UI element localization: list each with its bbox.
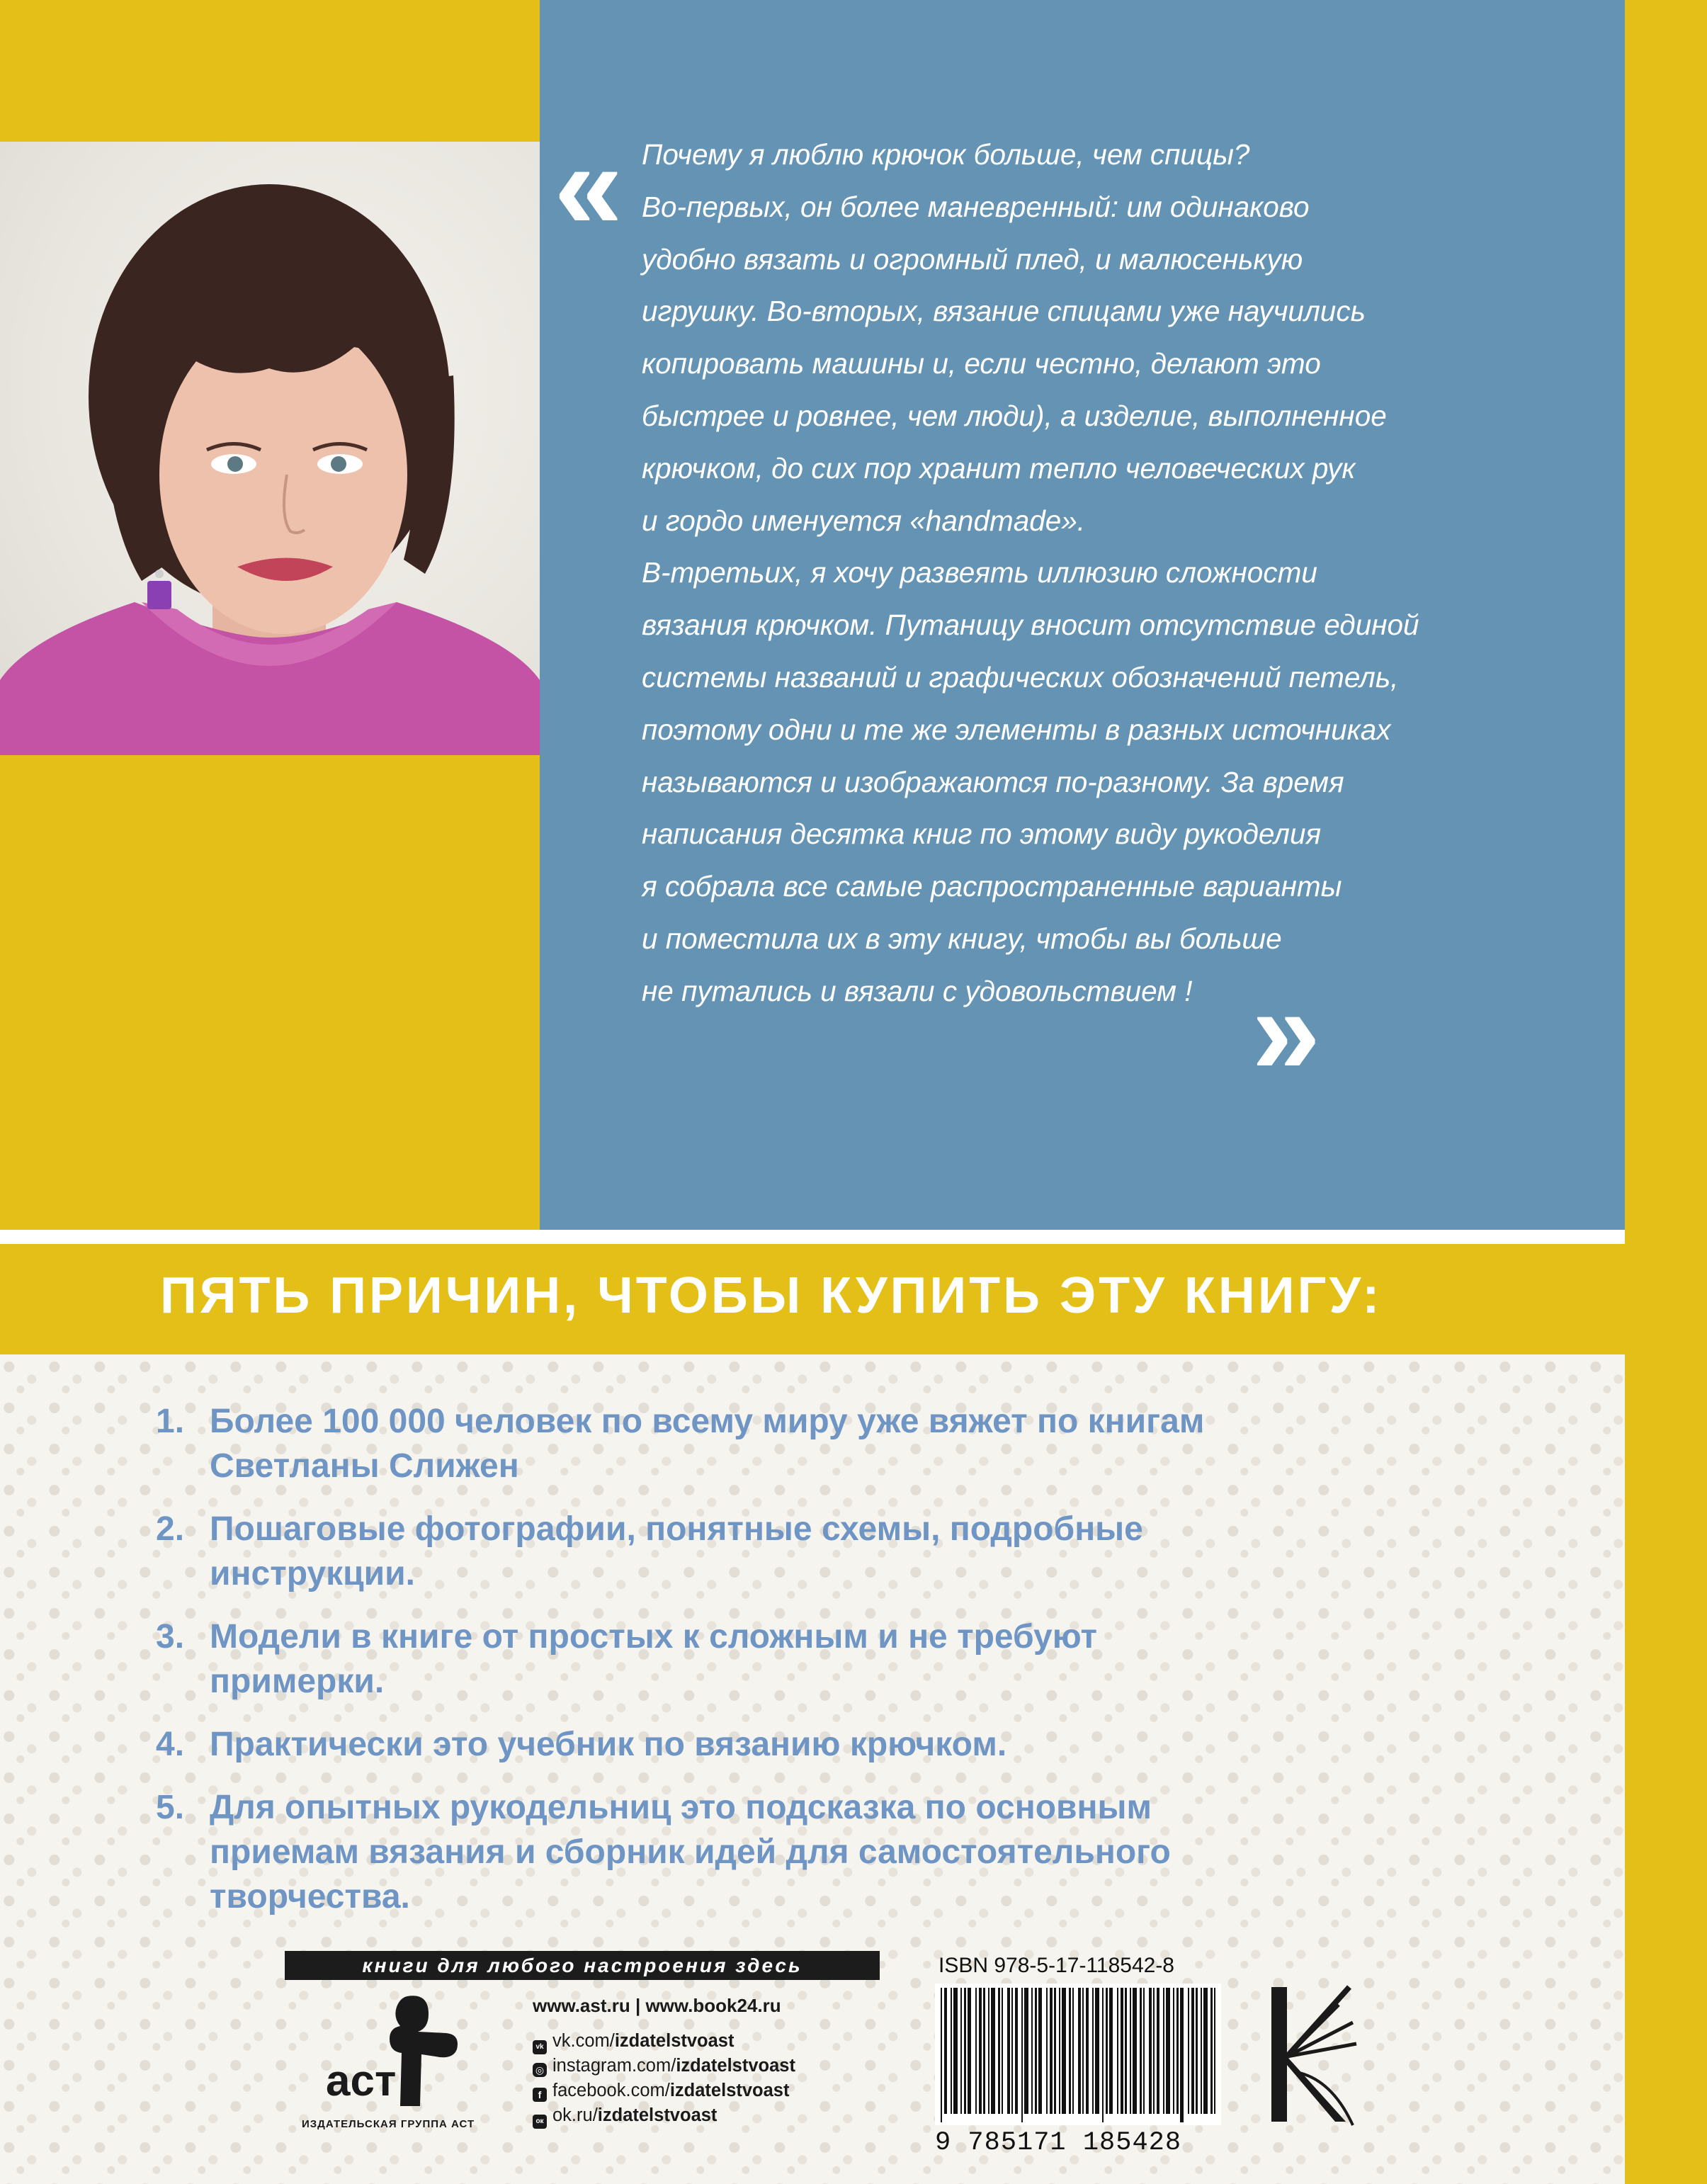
publisher-group-name: ИЗДАТЕЛЬСКАЯ ГРУППА АСТ [302, 2118, 475, 2130]
quote-line: написания десятка книг по этому виду рукоделия [642, 817, 1322, 851]
barcode-bar [1072, 1988, 1074, 2114]
barcode-bar [1078, 1988, 1081, 2114]
barcode-bar [1153, 1988, 1155, 2114]
odnoklassniki-icon: ок [533, 2115, 547, 2129]
author-photo [0, 142, 540, 755]
barcode-bar [1007, 1988, 1010, 2114]
barcode [935, 1984, 1221, 2125]
item-text: Более 100 000 человек по всему миру уже вяжет по книгам [210, 1403, 1205, 1440]
quote-line: копировать машины и, если честно, делают это [642, 347, 1321, 380]
barcode-bar [1203, 1988, 1208, 2114]
barcode-bar [951, 1988, 952, 2114]
social-handle: izdatelstvoast [614, 2031, 735, 2051]
item-number: 1. [156, 1403, 185, 1440]
closing-quote-mark: » [1252, 963, 1321, 1101]
barcode-bar [1062, 1988, 1066, 2114]
item-text: Практически это учебник по вязанию крючком. [210, 1726, 1007, 1763]
item-text: Модели в книге от простых к сложным и не требуют [210, 1618, 1097, 1656]
barcode-bar [1092, 1988, 1094, 2114]
item-number: 3. [156, 1618, 185, 1656]
item-text: инструкции. [210, 1555, 415, 1592]
barcode-bar [1176, 1988, 1179, 2114]
item-number: 2. [156, 1510, 185, 1548]
publisher-k-logo [1268, 1973, 1360, 2139]
social-link-facebook[interactable] [533, 2078, 789, 2103]
barcode-bar [1210, 1988, 1213, 2114]
item-number: 5. [156, 1789, 185, 1826]
barcode-bar [1069, 1988, 1071, 2114]
barcode-bar [1106, 1988, 1108, 2114]
ast-logo [322, 1989, 464, 2117]
quote-line: удобно вязать и огромный плед, и малюсенькую [642, 242, 1303, 276]
barcode-bar [1102, 1988, 1104, 2122]
barcode-bar [1024, 1988, 1028, 2114]
barcode-bar [1166, 1988, 1170, 2114]
barcode-bar [1191, 1988, 1194, 2114]
quote-line: не путались и вязали с удовольствием ! [642, 974, 1193, 1007]
social-handle: izdatelstvoast [676, 2056, 795, 2076]
barcode-bar [1130, 1988, 1131, 2114]
quote-line: Во-первых, он более маневренный: им одинаково [642, 190, 1310, 223]
quote-line: и гордо именуется «handmade». [642, 504, 1086, 537]
barcode-bar [1196, 1988, 1198, 2114]
item-number: 4. [156, 1726, 185, 1763]
barcode-bar [1054, 1988, 1056, 2114]
social-handle: izdatelstvoast [597, 2105, 718, 2125]
barcode-bar [953, 1988, 958, 2114]
vk-icon: vk [533, 2040, 547, 2054]
social-link-ok[interactable] [533, 2103, 717, 2127]
list-item [156, 1785, 1572, 1919]
barcode-bar [944, 1988, 947, 2114]
quote-line: я собрала все самые распространенные варианты [642, 870, 1342, 903]
instagram-icon: ◎ [533, 2063, 547, 2077]
author-quote [642, 129, 1520, 1018]
barcode-bar [1015, 1988, 1018, 2114]
tagline-banner: книги для любого настроения здесь [285, 1951, 880, 1980]
barcode-digits: 9 785171 185428 [935, 2128, 1182, 2158]
facebook-icon: f [533, 2088, 547, 2102]
social-handle: izdatelstvoast [669, 2081, 790, 2100]
barcode-bar [964, 1988, 966, 2114]
list-item [156, 1722, 1572, 1767]
barcode-bar [1180, 1988, 1184, 2122]
quote-line: быстрее и ровнее, чем люди), а изделие, выполненное [642, 399, 1387, 432]
barcode-bar [1121, 1988, 1123, 2114]
barcode-bar [1133, 1988, 1137, 2114]
social-prefix: instagram.com/ [552, 2056, 676, 2076]
barcode-bar [979, 1988, 982, 2114]
barcode-bar [968, 1988, 971, 2114]
barcode-bar [941, 1988, 942, 2122]
reasons-heading: ПЯТЬ ПРИЧИН, ЧТОБЫ КУПИТЬ ЭТУ КНИГУ: [160, 1267, 1383, 1324]
quote-line: В-третьих, я хочу развеять иллюзию сложности [642, 556, 1317, 589]
list-item [156, 1399, 1572, 1488]
divider [0, 1230, 1625, 1244]
quote-line: называются и изображаются по-разному. За время [642, 765, 1344, 798]
barcode-bar [1046, 1988, 1048, 2114]
barcode-bar [1095, 1988, 1099, 2114]
quote-line: крючком, до сих пор хранит тепло человеческих рук [642, 451, 1356, 485]
opening-quote-mark: « [554, 118, 623, 256]
social-prefix: vk.com/ [552, 2031, 615, 2051]
barcode-bar [1214, 1988, 1215, 2114]
quote-line: вязания крючком. Путаницу вносит отсутствие единой [642, 609, 1419, 642]
list-item [156, 1614, 1572, 1704]
barcode-bar [1086, 1988, 1089, 2114]
social-link-instagram[interactable] [533, 2054, 795, 2078]
barcode-bar [1109, 1988, 1113, 2114]
item-text: приемам вязания и сборник идей для самостоятельного [210, 1833, 1171, 1871]
logo-text: аст [326, 2056, 397, 2105]
reasons-list [156, 1399, 1572, 1937]
item-text: Для опытных рукодельниц это подсказка по основным [210, 1789, 1152, 1826]
quote-line: и поместила их в эту книгу, чтобы вы больше [642, 922, 1282, 955]
barcode-bar [1149, 1988, 1152, 2114]
barcode-bar [991, 1988, 995, 2114]
barcode-bar [998, 1988, 1000, 2114]
barcode-bar [1140, 1988, 1142, 2114]
social-prefix: ok.ru/ [552, 2105, 598, 2125]
barcode-bar [1031, 1988, 1033, 2114]
barcode-bar [988, 1988, 989, 2114]
barcode-bar [1011, 1988, 1013, 2114]
item-text: Пошаговые фотографии, понятные схемы, подробные [210, 1510, 1143, 1548]
barcode-bar [1002, 1988, 1003, 2114]
social-prefix: facebook.com/ [552, 2081, 670, 2100]
barcode-bar [1059, 1988, 1060, 2114]
social-link-vk[interactable] [533, 2029, 734, 2053]
barcode-bar [960, 1988, 962, 2114]
barcode-bar [1050, 1988, 1053, 2114]
quote-line: Почему я люблю крючок больше, чем спицы? [642, 138, 1250, 171]
barcode-bar [1201, 1988, 1202, 2114]
barcode-bar [1143, 1988, 1145, 2114]
quote-line: системы названий и графических обозначений петель, [642, 660, 1399, 694]
item-text: Светланы Слижен [210, 1447, 519, 1485]
quote-line: поэтому одни и те же элементы в разных источниках [642, 713, 1391, 746]
barcode-bar [1173, 1988, 1174, 2114]
barcode-bar [975, 1988, 977, 2114]
item-text: творчества. [210, 1878, 410, 1916]
quote-line: игрушку. Во-вторых, вязание спицами уже научились [642, 295, 1366, 328]
barcode-bar [1163, 1988, 1164, 2114]
item-text: примерки. [210, 1663, 385, 1700]
barcode-bar [1117, 1988, 1118, 2114]
barcode-bar [1188, 1988, 1189, 2114]
website-links[interactable]: www.ast.ru | www.book24.ru [533, 1995, 781, 2016]
barcode-bar [1125, 1988, 1127, 2114]
barcode-bar [1038, 1988, 1042, 2114]
isbn: ISBN 978-5-17-118542-8 [938, 1954, 1174, 1977]
barcode-bar [1157, 1988, 1159, 2114]
barcode-bar [1082, 1988, 1084, 2114]
barcode-bar [1021, 1988, 1023, 2122]
barcode-bar [983, 1988, 985, 2114]
barcode-bar [1035, 1988, 1037, 2114]
list-item [156, 1507, 1572, 1596]
